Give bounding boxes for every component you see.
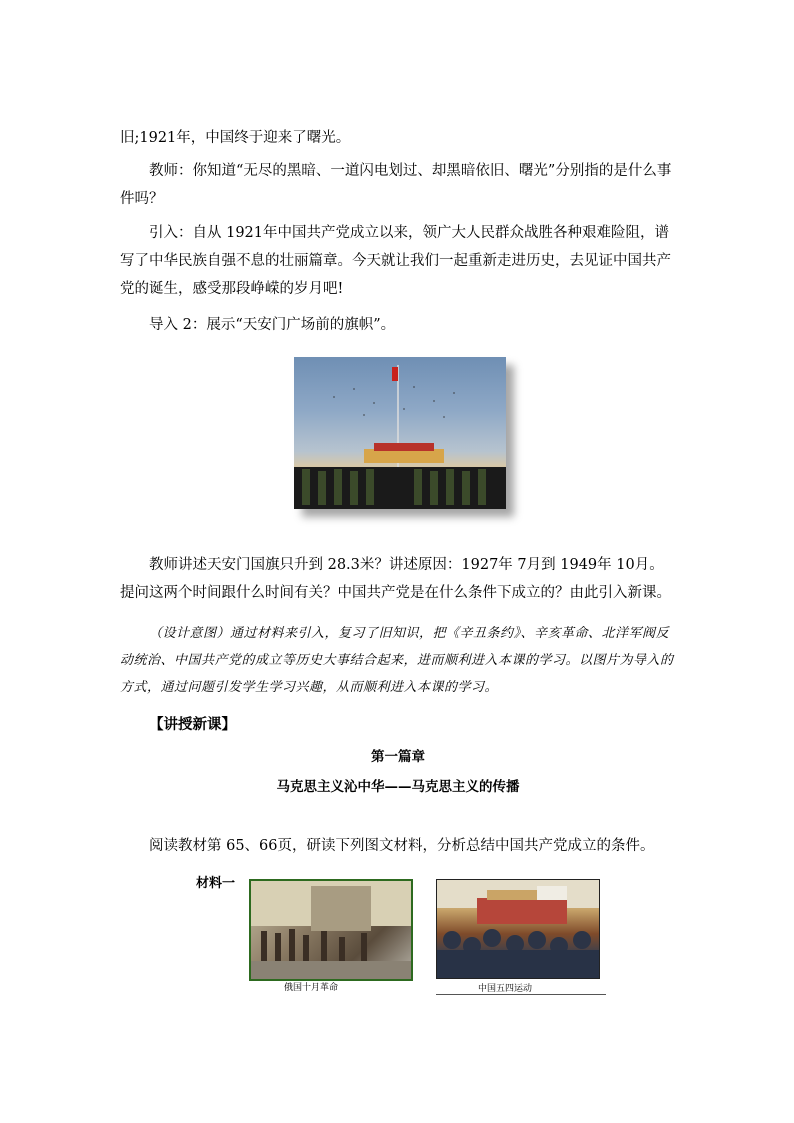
tiananmen-flag-photo <box>294 357 506 509</box>
paragraph-lead-in-2: 导入 2：展示“天安门广场前的旗帜”。 <box>149 317 396 333</box>
chapter-subtitle: 马克思主义沁中华——马克思主义的传播 <box>276 779 520 795</box>
caption-underline <box>436 994 606 995</box>
october-revolution-photo <box>249 879 413 981</box>
may-fourth-photo <box>436 879 600 979</box>
caption-may-fourth: 中国五四运动 <box>478 984 533 994</box>
caption-october-revolution: 俄国十月革命 <box>284 983 339 993</box>
paragraph-intro-end: 旧;1921年，中国终于迎来了曙光。 <box>120 130 351 146</box>
paragraph-teacher-explain: 教师讲述天安门国旗只升到 28.3米？讲述原因：1927年 7月到 1949年 10月。提问这两个时间跟什么时间有关？中国共产党是在什么条件下成立的？由此引入新课。 <box>120 557 671 601</box>
section-new-lesson: 【讲授新课】 <box>149 716 236 733</box>
chapter-title: 第一篇章 <box>371 749 425 765</box>
paragraph-reading-task: 阅读教材第 65、66页，研读下列图文材料，分析总结中国共产党成立的条件。 <box>149 838 655 854</box>
paragraph-lead-in: 引入：自从 1921年中国共产党成立以来，领广大人民群众战胜各种艰难险阻，谱写了中华民族自强不息的壮丽篇章。今天就让我们一起重新走进历史，去见证中国共产党的诞生，感受那段峥嵘的岁月吧! <box>120 225 671 297</box>
paragraph-design-intent: （设计意图）通过材料来引入，复习了旧知识，把《辛丑条约》、辛亥革命、北洋军阀反动统治、中国共产党的成立等历史大事结合起来，进而顺利进入本课的学习。以图片为导入的方式，通过问题引发学生学习兴趣，从而顺利进入本课的学习。 <box>120 626 674 695</box>
material-label: 材料一 <box>196 876 236 891</box>
paragraph-teacher-question: 教师：你知道“无尽的黑暗、一道闪电划过、却黑暗依旧、曙光”分别指的是什么事件吗？ <box>120 163 672 207</box>
